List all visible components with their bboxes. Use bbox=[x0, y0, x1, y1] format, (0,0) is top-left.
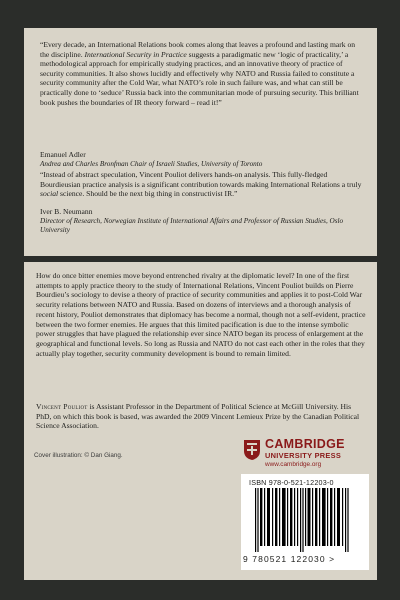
endorsement-author-2-title: Director of Research, Norwegian Institute of International Affairs and Professor of Russian Studies, Oslo University bbox=[40, 217, 344, 234]
endorsement-author-1: Emanuel Adler bbox=[40, 150, 86, 159]
book-title-italic: International Security in Practice bbox=[84, 49, 187, 59]
isbn-barcode-box bbox=[241, 474, 369, 570]
endorsement-author-2: Iver B. Neumann bbox=[40, 207, 93, 216]
barcode-icon bbox=[249, 488, 361, 552]
endorsement-author-1-title: Andrea and Charles Bronfman Chair of Israeli Studies, University of Toronto bbox=[40, 160, 263, 168]
publisher-logo bbox=[243, 435, 368, 475]
author-bio bbox=[36, 402, 366, 431]
endorsement-quote-1: “Every decade, an International Relations book comes along that leaves a profound and lasting mark on the discipline. International Security in Practice suggests a paradigmatic new ‘logic of practicality,’ a methodological approach for empirically studying practices, and an innovative theory of practice of security communities. It also shows lucidly and effectively why NATO and Russia failed to constitute a security community after the Cold War, what NATO’s role in such failure was, and what can still be practically done to ‘seduce’ Russia back into the communitarian mode of pursuing security. This brilliant book pushes the boundaries of IR theory forward – read it!” bbox=[40, 40, 359, 107]
book-description: How do once bitter enemies move beyond entrenched rivalry at the diplomatic level? In one of the first attempts to apply practice theory to the study of International Relations, Vincent Pouliot builds on Pierre Bourdieu’s sociology to devise a theory of practice of security communities and applies it to post-Cold War security relations between NATO and Russia. Based on dozens of interviews and a thorough analysis of recent history, Pouliot demonstrates that diplomacy has become a normal, though not a self-evident, practice between the two former enemies. He argues that this limited pacification is due to the intense symbolic power struggles that have plagued the relationship ever since NATO began its process of enlargement at the geographical and functional levels. So long as Russia and NATO do not cast each other in the roles that they actually play together, security community development is bound to remain limited. bbox=[36, 271, 366, 358]
isbn-label: ISBN 978-0-521-12203-0 bbox=[249, 478, 334, 487]
endorsement-quote-2: “Instead of abstract speculation, Vincent Pouliot delivers hands-on analysis. This fully-fledged Bourdieusian practice analysis is a significant contribution towards making International Relations a truly social science. Should be the next big thing in constructivist IR.” bbox=[40, 170, 362, 199]
publisher-subtitle: UNIVERSITY PRESS bbox=[265, 451, 342, 460]
barcode-digits: 9 780521 122030 > bbox=[243, 554, 336, 564]
publisher-url[interactable]: www.cambridge.org bbox=[265, 461, 322, 468]
author-bio-text: is Assistant Professor in the Department of Political Science at McGill University. His PhD, on which this book is based, was awarded the 2009 Vincent Lemieux Prize by the Canadian Political Science Association. bbox=[36, 402, 360, 431]
cover-credit: Cover illustration: © Dan Giang. bbox=[34, 452, 123, 459]
publisher-name: CAMBRIDGE bbox=[265, 437, 345, 451]
crest-icon bbox=[243, 439, 261, 461]
author-name: Vincent Pouliot bbox=[36, 402, 88, 411]
